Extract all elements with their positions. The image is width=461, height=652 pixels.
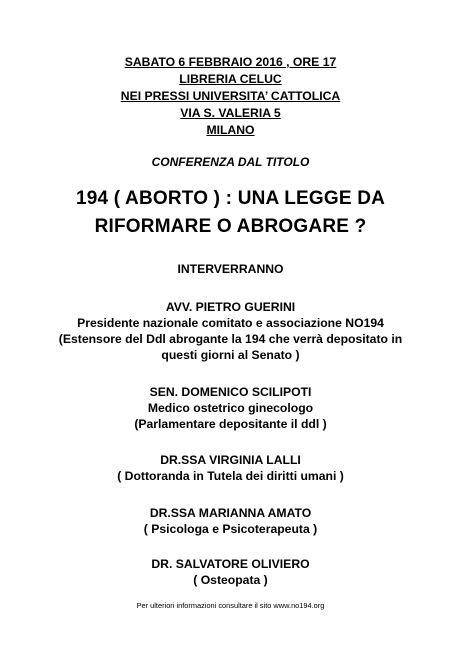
speaker-1-role: Presidente nazionale comitato e associazione NO194 [77, 316, 384, 330]
title-line-2: RIFORMARE O ABROGARE ? [94, 216, 367, 237]
speaker-1-name: AVV. PIETRO GUERINI [165, 300, 296, 314]
event-venue: LIBRERIA CELUC [179, 72, 282, 86]
speaker-1-note-1: (Estensore del Ddl abrogante la 194 che verrà depositato in [58, 332, 403, 346]
footer-info: Per ulteriori informazioni consultare il sito www.no194.org [136, 601, 325, 610]
event-street: VIA S. VALERIA 5 [180, 106, 281, 120]
title-line-1: 194 ( ABORTO ) : UNA LEGGE DA [75, 188, 386, 209]
event-date-time: SABATO 6 FEBBRAIO 2016 , ORE 17 [124, 55, 337, 69]
event-near: NEI PRESSI UNIVERSITA’ CATTOLICA [120, 89, 341, 103]
speaker-3-note-1: ( Dottoranda in Tutela dei diritti umani ) [117, 469, 344, 483]
speaker-3-name: DR.SSA VIRGINIA LALLI [160, 453, 301, 467]
speaker-4-note-1: ( Psicologa e Psicoterapeuta ) [143, 522, 318, 536]
speaker-2-name: SEN. DOMENICO SCILIPOTI [149, 385, 312, 399]
speaker-4-name: DR.SSA MARIANNA AMATO [149, 506, 312, 520]
speaker-2-role: Medico ostetrico ginecologo [147, 401, 314, 415]
conference-label: CONFERENZA DAL TITOLO [151, 155, 310, 169]
speaker-5-note-1: ( Osteopata ) [193, 573, 268, 587]
speaker-2-note-1: (Parlamentare depositante il ddl ) [134, 417, 327, 431]
speaker-5-name: DR. SALVATORE OLIVIERO [151, 557, 310, 571]
speakers-heading: INTERVERRANNO [177, 262, 284, 276]
event-city: MILANO [206, 123, 255, 137]
speaker-1-note-2: questi giorni al Senato ) [161, 348, 300, 362]
